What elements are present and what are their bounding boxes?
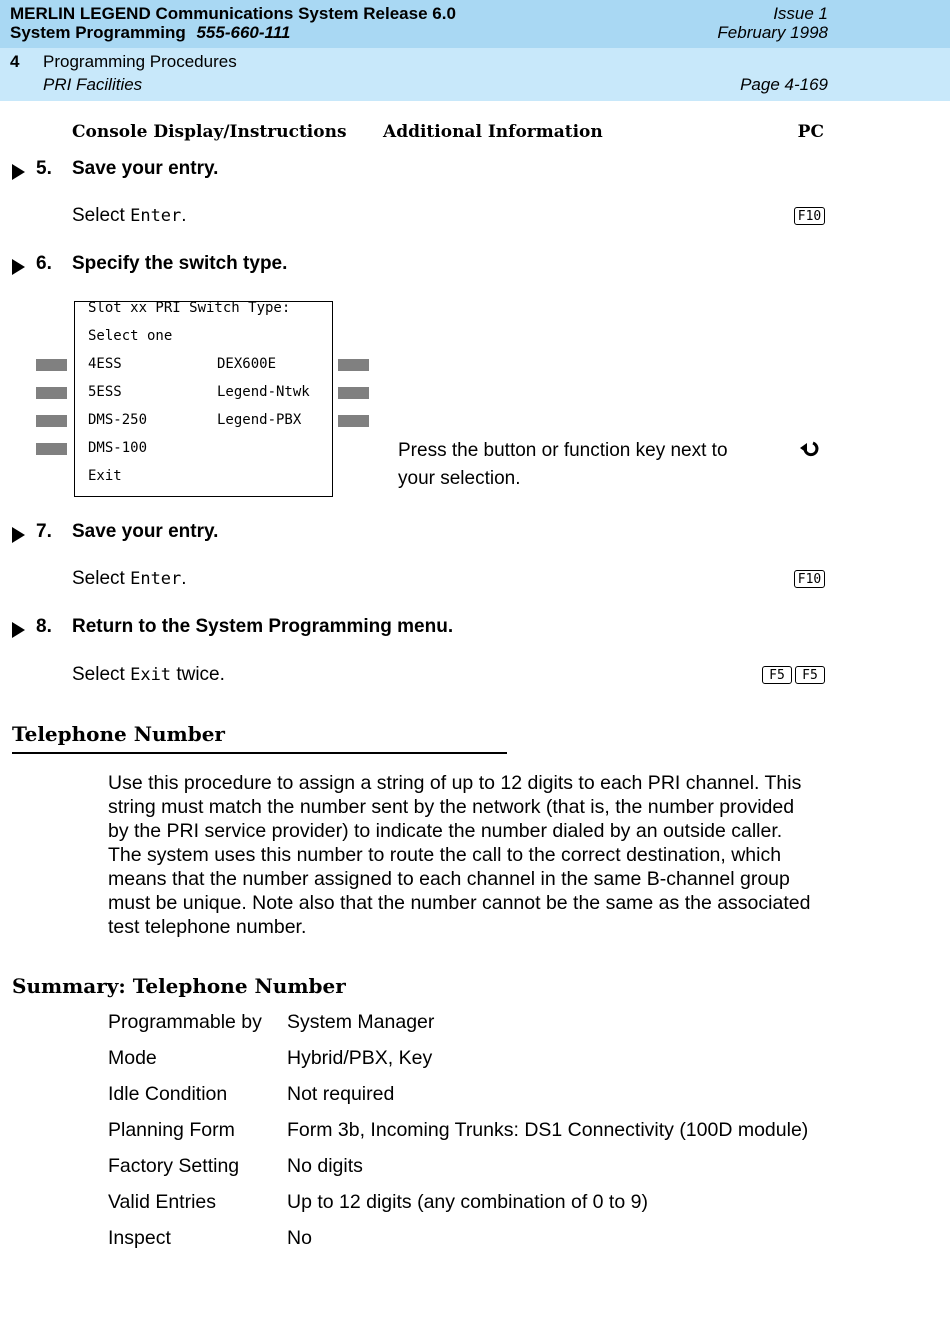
paragraph-line: The system uses this number to route the call to the correct destination, which <box>108 844 782 866</box>
screen-line-title: Slot xx PRI Switch Type: <box>88 300 291 316</box>
summary-label: Idle Condition <box>108 1083 228 1105</box>
step-instruction <box>72 664 225 686</box>
instruction-suffix: . <box>181 568 187 589</box>
paragraph-line: must be unique. Note also that the number cannot be the same as the associated <box>108 892 811 914</box>
screen-option-dex600e: DEX600E <box>217 356 277 372</box>
step-instruction <box>72 205 187 227</box>
instruction-prefix: Select <box>72 568 125 589</box>
doc-label <box>10 23 290 43</box>
section-rule <box>12 752 507 754</box>
step-title: Save your entry. <box>72 158 219 179</box>
summary-heading: Summary: Telephone Number <box>12 974 346 998</box>
right-screen-button[interactable] <box>338 387 369 399</box>
f5-key-icon: F5 <box>762 666 792 684</box>
info-line: your selection. <box>398 468 521 489</box>
paragraph-line: means that the number assigned to each channel in the same B-channel group <box>108 868 790 890</box>
return-arrow-icon <box>798 439 820 459</box>
summary-label: Programmable by <box>108 1011 262 1033</box>
paragraph-line: by the PRI service provider) to indicate the number dialed by an outside caller. <box>108 820 783 842</box>
step-title: Return to the System Programming menu. <box>72 616 454 637</box>
f5-key-icon: F5 <box>795 666 825 684</box>
section-title-header: PRI Facilities <box>43 75 143 94</box>
summary-value: Not required <box>287 1083 395 1105</box>
screen-option-5ess: 5ESS <box>88 384 122 400</box>
summary-value: Up to 12 digits (any combination of 0 to 9) <box>287 1191 648 1213</box>
step-instruction <box>72 568 187 590</box>
doc-number: 555-660-111 <box>196 23 291 42</box>
screen-option-legend-ntwk: Legend-Ntwk <box>217 384 310 400</box>
step-arrow-icon <box>12 164 25 180</box>
right-screen-button[interactable] <box>338 415 369 427</box>
summary-value: No <box>287 1227 312 1249</box>
step-number: 6. <box>36 253 52 274</box>
step-number: 7. <box>36 521 52 542</box>
summary-label: Inspect <box>108 1227 171 1249</box>
step-arrow-icon <box>12 259 25 275</box>
step-title: Specify the switch type. <box>72 253 288 274</box>
instruction-option: Enter <box>130 206 182 226</box>
column-pc: PC <box>797 122 824 142</box>
product-title: MERLIN LEGEND Communications System Release 6.0 <box>10 4 456 23</box>
left-screen-button[interactable] <box>36 443 67 455</box>
chapter-number: 4 <box>10 52 20 71</box>
summary-value: System Manager <box>287 1011 435 1033</box>
page-number: Page 4-169 <box>740 75 828 94</box>
summary-label: Valid Entries <box>108 1191 217 1213</box>
instruction-prefix: Select <box>72 664 125 685</box>
info-line: Press the button or function key next to <box>398 440 728 461</box>
paragraph-line: test telephone number. <box>108 916 307 938</box>
left-screen-button[interactable] <box>36 359 67 371</box>
screen-option-legend-pbx: Legend-PBX <box>217 412 302 428</box>
summary-label: Mode <box>108 1047 157 1069</box>
instruction-option: Enter <box>130 569 182 589</box>
screen-line-prompt: Select one <box>88 328 173 344</box>
screen-option-4ess: 4ESS <box>88 356 122 372</box>
instruction-suffix: twice. <box>176 664 225 685</box>
summary-value: No digits <box>287 1155 363 1177</box>
doc-date: February 1998 <box>717 23 828 42</box>
f10-key-icon: F10 <box>794 570 825 588</box>
instruction-prefix: Select <box>72 205 125 226</box>
step-arrow-icon <box>12 622 25 638</box>
step-number: 8. <box>36 616 52 637</box>
chapter-title: Programming Procedures <box>43 52 237 71</box>
screen-option-exit: Exit <box>88 468 122 484</box>
paragraph-line: string must match the number sent by the network (that is, the number provided <box>108 796 795 818</box>
screen-option-dms250: DMS-250 <box>88 412 148 428</box>
left-screen-button[interactable] <box>36 415 67 427</box>
console-display-screen <box>74 301 333 497</box>
instruction-option: Exit <box>130 665 172 685</box>
column-console: Console Display/Instructions <box>72 122 347 142</box>
doc-label-text: System Programming <box>10 23 186 42</box>
summary-value: Form 3b, Incoming Trunks: DS1 Connectivity (100D module) <box>287 1119 809 1141</box>
column-info: Additional Information <box>383 122 603 142</box>
instruction-suffix: . <box>181 205 187 226</box>
summary-value: Hybrid/PBX, Key <box>287 1047 433 1069</box>
step-number: 5. <box>36 158 52 179</box>
screen-option-dms100: DMS-100 <box>88 440 148 456</box>
paragraph-line: Use this procedure to assign a string of up to 12 digits to each PRI channel. This <box>108 772 802 794</box>
summary-label: Factory Setting <box>108 1155 240 1177</box>
step-arrow-icon <box>12 527 25 543</box>
right-screen-button[interactable] <box>338 359 369 371</box>
left-screen-button[interactable] <box>36 387 67 399</box>
issue-label: Issue 1 <box>773 4 828 23</box>
section-paragraph <box>108 771 838 939</box>
step-title: Save your entry. <box>72 521 219 542</box>
f10-key-icon: F10 <box>794 207 825 225</box>
summary-label: Planning Form <box>108 1119 235 1141</box>
section-heading: Telephone Number <box>12 722 225 746</box>
